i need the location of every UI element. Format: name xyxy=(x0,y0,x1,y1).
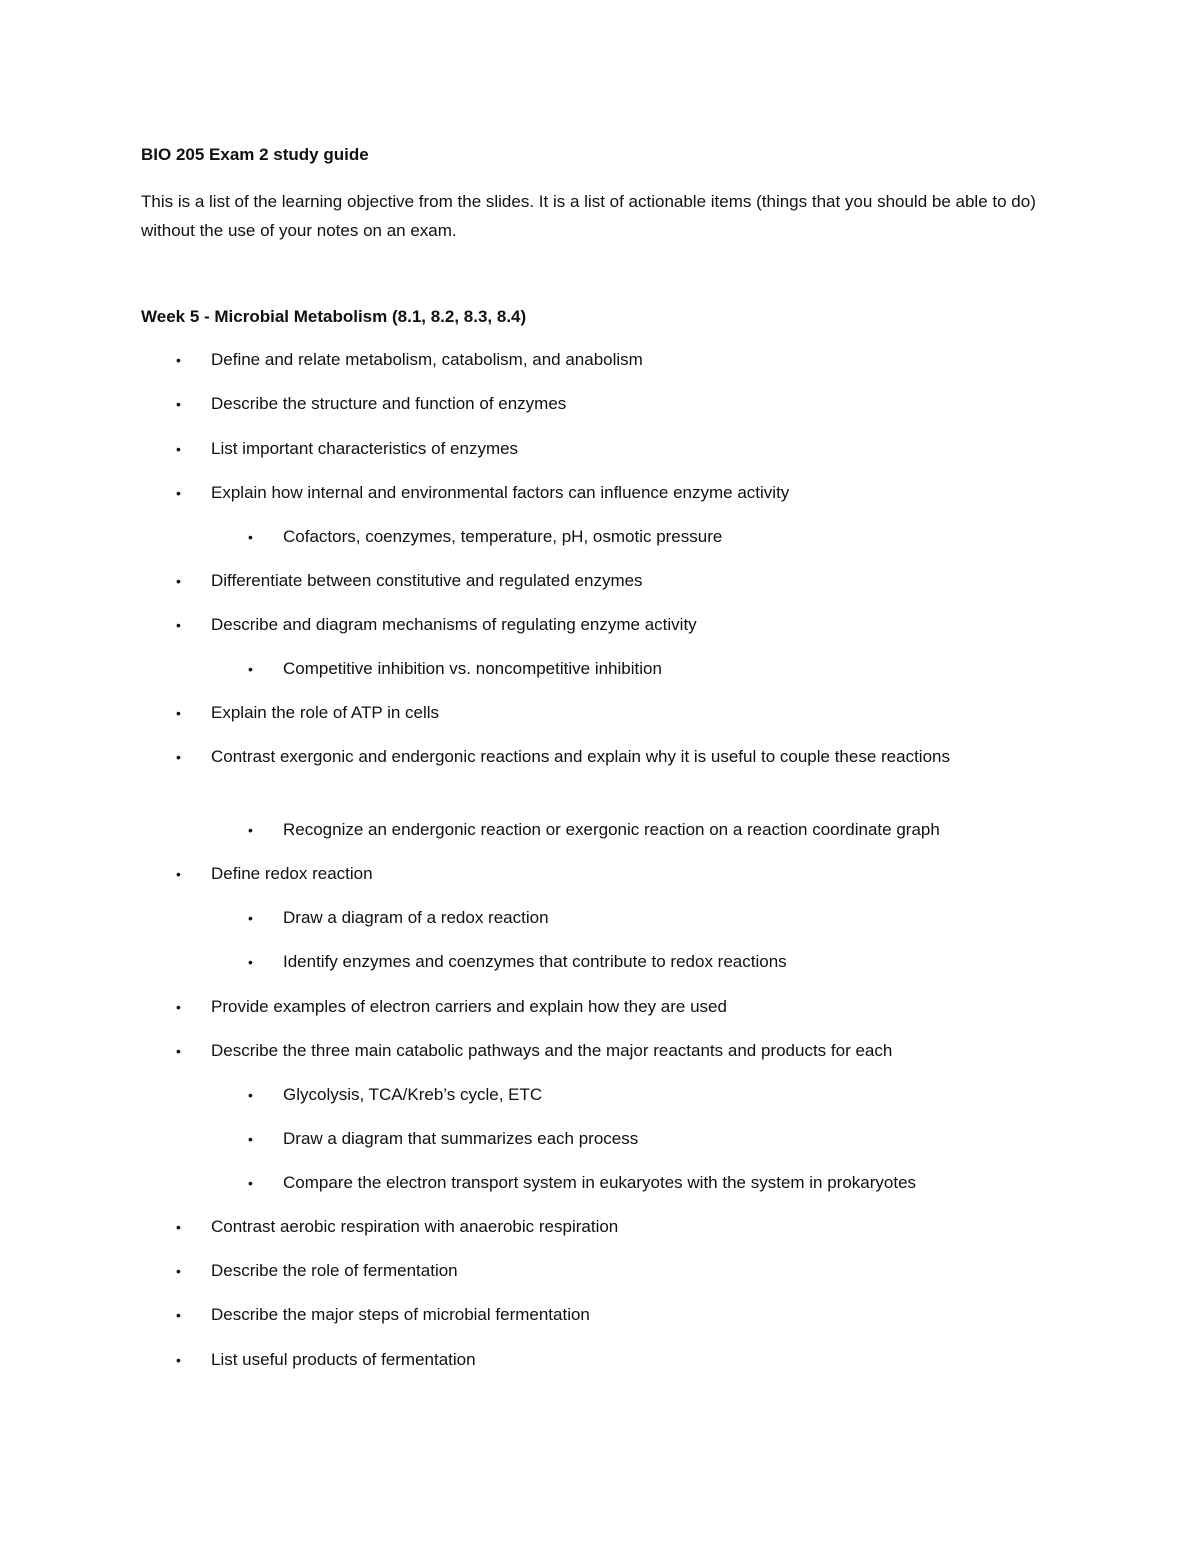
list-item xyxy=(248,816,1083,844)
bullet-icon: • xyxy=(248,1175,253,1191)
bullet-icon: • xyxy=(176,1352,181,1368)
list-item xyxy=(176,699,1071,727)
list-item-text: Define redox reaction xyxy=(211,864,373,883)
list-item xyxy=(176,346,1071,374)
bullet-icon: • xyxy=(176,441,181,457)
list-item xyxy=(176,860,1071,888)
bullet-icon: • xyxy=(176,352,181,368)
bullet-icon: • xyxy=(176,705,181,721)
bullet-icon: • xyxy=(248,954,253,970)
bullet-icon: • xyxy=(176,396,181,412)
bullet-icon: • xyxy=(176,573,181,589)
document-title: BIO 205 Exam 2 study guide xyxy=(141,145,369,164)
list-item-text: Describe the major steps of microbial fermentation xyxy=(211,1305,590,1324)
list-item xyxy=(176,993,1071,1021)
list-item-text: Recognize an endergonic reaction or exergonic reaction on a reaction coordinate graph xyxy=(283,820,940,839)
bullet-icon: • xyxy=(176,999,181,1015)
list-item xyxy=(248,948,1083,976)
list-item-text: Glycolysis, TCA/Kreb’s cycle, ETC xyxy=(283,1085,543,1104)
list-item-text: Describe the role of fermentation xyxy=(211,1261,458,1280)
bullet-icon: • xyxy=(248,529,253,545)
list-item-text: Describe and diagram mechanisms of regulating enzyme activity xyxy=(211,615,697,634)
list-item xyxy=(176,1346,1071,1374)
bullet-icon: • xyxy=(248,1131,253,1147)
list-item xyxy=(248,655,1083,683)
list-item-text: Define and relate metabolism, catabolism, and anabolism xyxy=(211,350,643,369)
bullet-icon: • xyxy=(248,661,253,677)
bullet-icon: • xyxy=(248,910,253,926)
bullet-icon: • xyxy=(176,749,181,765)
list-item-text: Cofactors, coenzymes, temperature, pH, osmotic pressure xyxy=(283,527,723,546)
list-item xyxy=(176,611,1071,639)
list-item xyxy=(176,479,1071,507)
list-item xyxy=(248,1081,1083,1109)
list-item-text: Identify enzymes and coenzymes that contribute to redox reactions xyxy=(283,952,787,971)
list-item-text: Provide examples of electron carriers and explain how they are used xyxy=(211,997,727,1016)
bullet-icon: • xyxy=(176,1307,181,1323)
list-item-text: Contrast exergonic and endergonic reactions and explain why it is useful to couple these reactions xyxy=(211,747,950,766)
list-item xyxy=(176,743,1071,771)
bullet-icon: • xyxy=(248,1087,253,1103)
list-item xyxy=(248,1125,1083,1153)
list-item-text: Draw a diagram that summarizes each process xyxy=(283,1129,639,1148)
list-item-text: Explain the role of ATP in cells xyxy=(211,703,440,722)
list-item xyxy=(248,1169,1083,1197)
list-item-text: Compare the electron transport system in eukaryotes with the system in prokaryotes xyxy=(283,1173,917,1192)
list-item-text: Contrast aerobic respiration with anaerobic respiration xyxy=(211,1217,619,1236)
bullet-icon: • xyxy=(176,866,181,882)
list-item-text: Draw a diagram of a redox reaction xyxy=(283,908,549,927)
list-item-text: Describe the structure and function of enzymes xyxy=(211,394,567,413)
list-item xyxy=(248,904,1083,932)
list-item-text: List useful products of fermentation xyxy=(211,1350,476,1369)
list-item-text: Describe the three main catabolic pathways and the major reactants and products for each xyxy=(211,1041,893,1060)
list-item-text: Explain how internal and environmental factors can influence enzyme activity xyxy=(211,483,790,502)
list-item-text: Differentiate between constitutive and regulated enzymes xyxy=(211,571,643,590)
bullet-icon: • xyxy=(176,1219,181,1235)
bullet-icon: • xyxy=(176,485,181,501)
list-item xyxy=(248,523,1083,551)
list-item xyxy=(176,1257,1071,1285)
intro-paragraph: This is a list of the learning objective from the slides. It is a list of actionable items (things that you should be able to do) without the use of your notes on an exam. xyxy=(141,192,1036,240)
list-item xyxy=(176,567,1071,595)
list-item xyxy=(176,390,1071,418)
list-item xyxy=(176,1213,1071,1241)
list-item xyxy=(176,435,1071,463)
bullet-icon: • xyxy=(248,822,253,838)
bullet-icon: • xyxy=(176,617,181,633)
list-item-text: List important characteristics of enzymes xyxy=(211,439,519,458)
list-item-text: Competitive inhibition vs. noncompetitive inhibition xyxy=(283,659,662,678)
list-item xyxy=(176,1037,1071,1065)
bullet-icon: • xyxy=(176,1263,181,1279)
section-heading: Week 5 - Microbial Metabolism (8.1, 8.2, 8.3, 8.4) xyxy=(141,307,527,326)
list-item xyxy=(176,1301,1071,1329)
bullet-icon: • xyxy=(176,1043,181,1059)
